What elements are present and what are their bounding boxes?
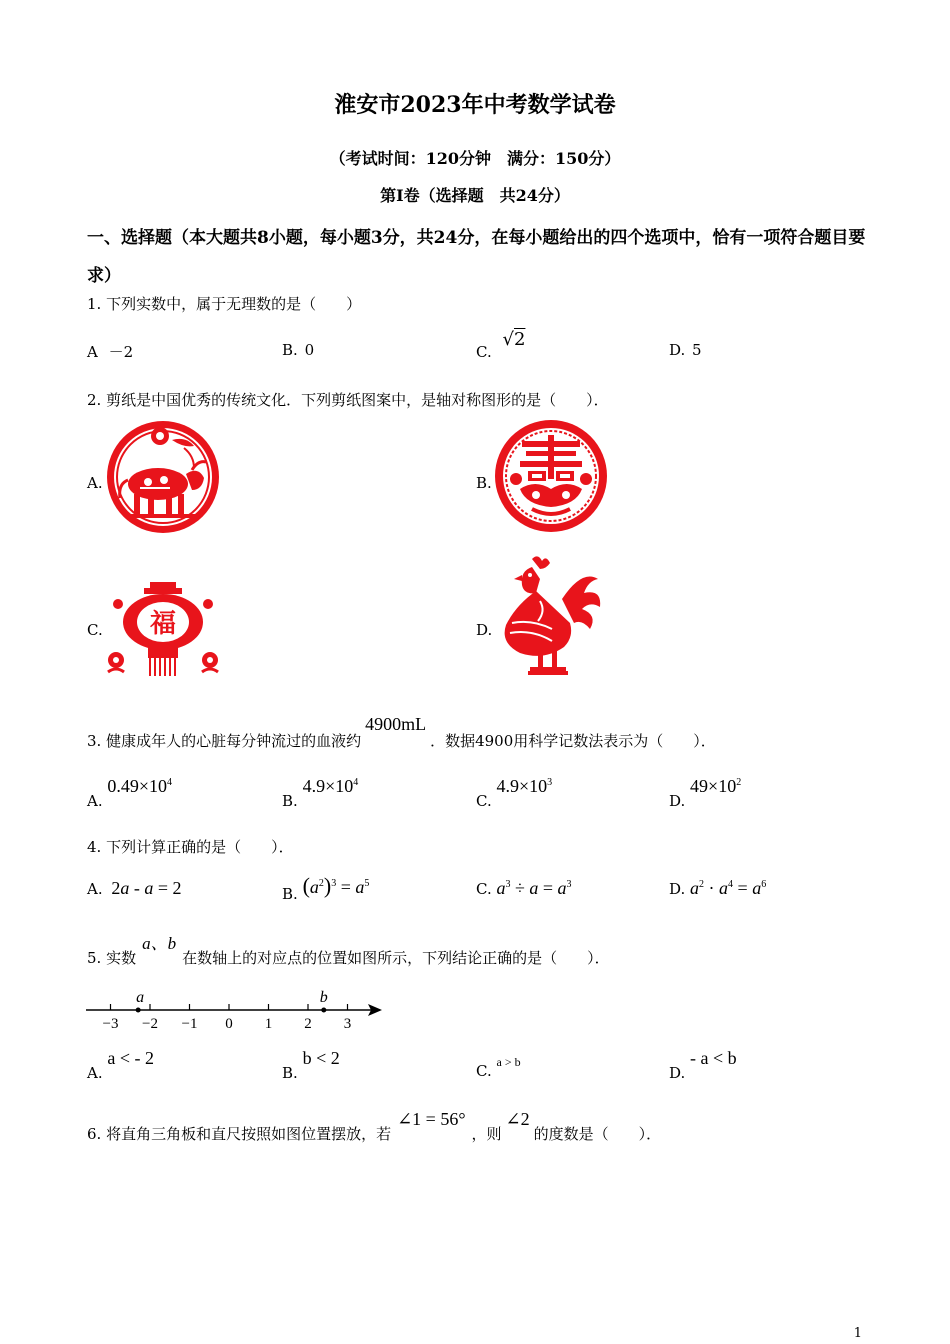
number-line-tick-label: −2 — [142, 1016, 158, 1032]
point-b-label: b — [319, 989, 328, 1006]
q1-option-b-label: B. — [282, 341, 298, 359]
q4-option-d-label: D. — [669, 880, 686, 898]
q1-option-c-text: 2 — [513, 329, 526, 350]
q4-option-b-label: B. — [282, 885, 298, 903]
number-line-tick-label: 1 — [264, 1016, 273, 1032]
q6-stem-mid: ，则 — [471, 1125, 502, 1143]
q6-angle1: ∠1 = 56° — [397, 1109, 466, 1129]
q4-option-a-expr: 2a - a = 2 — [111, 878, 182, 898]
q3-option-b-exp: 4 — [353, 777, 359, 788]
q4-option-d[interactable] — [669, 878, 766, 899]
q5-vars: a、b — [142, 934, 177, 953]
q3-stem — [87, 714, 716, 751]
q2-option-a-label[interactable]: A. — [87, 474, 103, 492]
q3-stem-after: ．数据4900用科学记数法表示为（ ）． — [430, 732, 716, 750]
q5-option-a[interactable] — [87, 1048, 155, 1082]
fu-lantern-papercut-image — [104, 580, 222, 680]
q1-option-c-label: C. — [476, 343, 492, 361]
q4-option-a[interactable] — [87, 878, 182, 899]
q1-option-d-label: D. — [669, 341, 686, 359]
q3-option-d[interactable] — [669, 776, 742, 810]
q3-option-a-exp: 4 — [167, 777, 173, 788]
point-a-label: a — [136, 989, 145, 1006]
q4-option-b[interactable] — [282, 873, 370, 903]
q2-stem: 2. 剪纸是中国优秀的传统文化．下列剪纸图案中，是轴对称图形的是（ ）． — [87, 391, 609, 409]
q3-option-c-exp: 3 — [547, 777, 553, 788]
q4-option-b-expr: $(a^2)^3 = a^5$ — [302, 873, 370, 898]
q2-option-c-label[interactable]: C. — [87, 621, 103, 639]
q3-option-c-expr: $4.9\times 10^3$ — [496, 776, 553, 796]
q3-option-b-label: B. — [282, 792, 298, 810]
q1-option-d-text: 5 — [692, 341, 702, 359]
q1-option-d[interactable] — [669, 341, 702, 359]
q5-option-a-label: A. — [87, 1064, 103, 1082]
q3-option-b[interactable] — [282, 776, 359, 810]
q3-option-a[interactable] — [87, 776, 173, 810]
q5-option-d[interactable] — [669, 1048, 737, 1082]
number-line-tick-label: −1 — [181, 1016, 198, 1032]
q3-option-a-coef: 0.49 — [107, 776, 139, 796]
svg-text:福: 福 — [149, 609, 177, 638]
q5-stem-after: 在数轴上的对应点的位置如图所示，下列结论正确的是（ ）． — [182, 949, 610, 967]
q1-option-a-label: A — [87, 343, 98, 361]
q6-stem-before: 6. 将直角三角板和直尺按照如图位置摆放，若 — [87, 1125, 392, 1143]
q3-option-c-coef: 4.9 — [496, 776, 519, 796]
rooster-papercut-image — [492, 553, 604, 681]
point-a — [136, 1008, 141, 1013]
q2-option-b-label[interactable]: B. — [476, 474, 492, 492]
q5-stem-before: 5. 实数 — [87, 949, 137, 967]
page-number: 1 — [853, 1326, 862, 1341]
q1-option-b[interactable] — [282, 341, 314, 359]
q6-stem-after: 的度数是（ ）． — [533, 1125, 662, 1143]
q2-option-d-label[interactable]: D. — [476, 621, 493, 639]
q3-option-d-exp: 2 — [736, 777, 742, 788]
q3-option-d-label: D. — [669, 792, 686, 810]
q1-option-b-text: 0 — [304, 341, 315, 359]
q3-stem-before: 3. 健康成年人的心脏每分钟流过的血液约 — [87, 732, 362, 750]
q3-option-a-label: A. — [87, 792, 103, 810]
double-happiness-papercut-image — [492, 419, 610, 534]
q5-option-c[interactable] — [476, 1052, 521, 1080]
q5-option-c-label: C. — [476, 1062, 492, 1080]
q4-option-d-expr: $a^2 \cdot a^4 = a^6$ — [690, 878, 767, 898]
q5-option-a-expr: a < - 2 — [107, 1048, 155, 1068]
q5-option-b-label: B. — [282, 1064, 298, 1082]
q3-option-d-expr: $49\times 10^2$ — [690, 776, 742, 796]
q5-stem — [87, 934, 610, 968]
q3-option-b-expr: $4.9\times 10^4$ — [302, 776, 359, 796]
q4-stem: 4. 下列计算正确的是（ ）． — [87, 838, 294, 856]
q3-option-c[interactable] — [476, 776, 553, 810]
exam-info: （考试时间：120分钟 满分：150分） — [329, 149, 621, 168]
q4-option-c[interactable] — [476, 878, 572, 899]
q5-option-b[interactable] — [282, 1048, 340, 1082]
q4-option-c-label: C. — [476, 880, 492, 898]
q1-stem: 1. 下列实数中，属于无理数的是（ ） — [87, 295, 362, 313]
q1-option-a[interactable] — [87, 341, 133, 362]
q3-volume-value: 4900mL — [365, 714, 427, 734]
sqrt-symbol: √2 — [502, 329, 526, 350]
number-line-tick-label: −3 — [102, 1016, 119, 1032]
q4-option-c-expr: $a^3 \div a = a^3$ — [496, 878, 572, 898]
q5-option-d-label: D. — [669, 1064, 686, 1082]
exam-title: 淮安市2023年中考数学试卷 — [334, 92, 616, 118]
ox-papercut-image — [104, 418, 222, 536]
q4-option-a-label: A. — [87, 880, 103, 898]
number-line-tick-label: 3 — [343, 1016, 352, 1032]
q1-option-a-text: －2 — [108, 343, 134, 361]
q5-option-d-expr: - a < b — [690, 1048, 737, 1068]
q6-angle2: ∠2 — [505, 1109, 530, 1129]
q3-option-d-coef: 49 — [690, 776, 709, 796]
q5-option-b-expr: b < 2 — [302, 1048, 340, 1068]
section-heading: 一、选择题（本大题共8小题，每小题3分，共24分，在每小题给出的四个选项中，恰有一项符合题目要求） — [87, 228, 866, 286]
volume-heading: 第Ⅰ卷（选择题 共24分） — [380, 186, 570, 205]
point-b — [321, 1008, 326, 1013]
q3-option-b-coef: 4.9 — [302, 776, 326, 796]
q3-option-a-expr: $0.49\times 10^4$ — [107, 776, 173, 796]
q6-stem — [87, 1109, 662, 1144]
number-line-tick-label: 0 — [225, 1016, 233, 1032]
q5-option-c-expr: a > b — [496, 1055, 521, 1069]
q3-option-c-label: C. — [476, 792, 492, 810]
number-line — [84, 985, 394, 1035]
q1-option-c[interactable] — [476, 329, 526, 362]
number-line-tick-label: 2 — [304, 1016, 312, 1032]
